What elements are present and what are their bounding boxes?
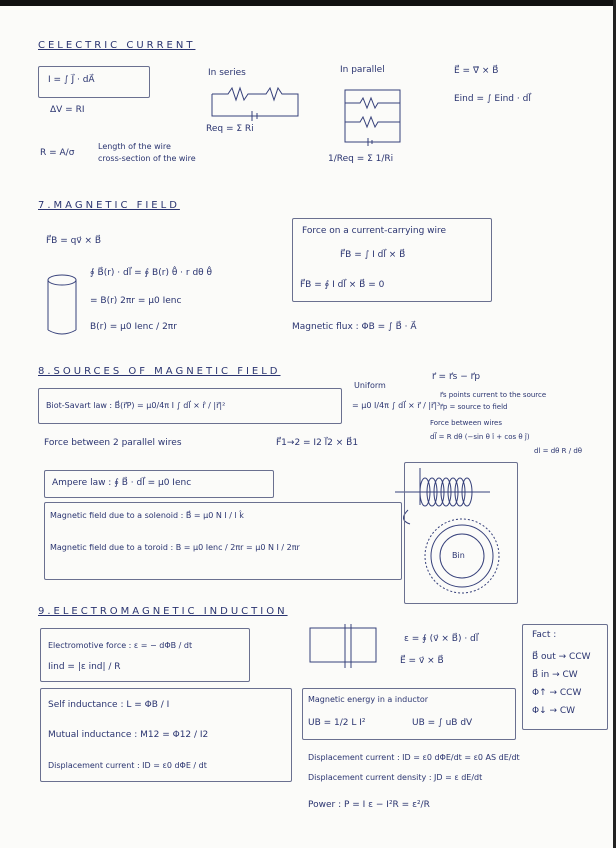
series-eq: Req = Σ Ri: [206, 124, 254, 134]
faraday-eq: Electromotive force : ε = − dΦB / dt: [48, 641, 193, 650]
fact-item: Φ↑ → CCW: [532, 688, 582, 698]
displacement-density-eq: Displacement current density : JD = ε dE/dt: [308, 773, 483, 782]
displacement-current-eq: Displacement current : ID = ε0 dΦE/dt = ε0 AS dE/dt: [308, 753, 520, 762]
e-field-curl-eq: E⃗ = ∇⃗ × B⃗: [454, 66, 499, 76]
heading-sources: 8.SOURCES OF MAGNETIC FIELD: [38, 366, 281, 377]
parallel-label: In parallel: [340, 65, 385, 75]
b-result-eq: B(r) = μ0 Ienc / 2πr: [90, 322, 177, 332]
parallel-eq: 1/Req = Σ 1/Ri: [328, 154, 394, 164]
mutual-inductance-eq: Mutual inductance : M12 = Φ12 / I2: [48, 730, 209, 740]
series-circuit-diagram: [212, 88, 298, 121]
energy-density-eq: UB = ∫ uB dV: [412, 718, 473, 728]
force-wire-eq: F⃗B = ∫ I dl⃗ × B⃗: [340, 250, 406, 260]
solenoid-toroid-figure-box: [404, 462, 518, 604]
parallel-circuit-diagram: [345, 90, 400, 146]
biot-savart-alt-eq: = μ0 I/4π ∫ dl⃗ × r⃗ / |r⃗|³: [352, 401, 441, 410]
resistance-eq: R = A/σ: [40, 148, 75, 158]
uniform-label: Uniform: [354, 381, 386, 390]
induced-current-eq: Iind = |ε ind| / R: [48, 662, 121, 672]
magnetic-flux-eq: Magnetic flux : ΦB = ∫ B⃗ · A⃗: [292, 322, 417, 332]
r-definition: r⃗ = r⃗s − r⃗p: [432, 372, 481, 382]
emf-eq: Eind = ∫ Eind · dl⃗: [454, 94, 531, 104]
r-note-4: dl⃗ = R dθ (−sin θ î + cos θ ĵ): [430, 433, 530, 441]
r-note-5: dl = dθ R / dθ: [534, 447, 583, 455]
fact-item: Φ↓ → CW: [532, 706, 576, 716]
lorentz-force-eq: F⃗B = qv⃗ × B⃗: [46, 236, 102, 246]
power-eq: Power : P = I ε − I²R = ε²/R: [308, 800, 430, 810]
fact-item: B⃗ out → CCW: [532, 652, 591, 662]
displacement-eq: Displacement current : ID = ε0 dΦE / dt: [48, 761, 207, 770]
ohm-law-eq: ΔV = RI: [50, 105, 85, 115]
parallel-force-eq: F⃗1→2 = I2 l⃗2 × B⃗1: [276, 438, 359, 448]
curl-e-eq: E⃗ = v⃗ × B⃗: [400, 656, 444, 666]
cylinder-diagram: [48, 275, 76, 334]
resistance-note-top: Length of the wire: [98, 142, 171, 151]
solenoid-eq: Magnetic field due to a solenoid : B⃗ = μ0 N I / l k̂: [50, 511, 244, 520]
ampere-law-eq: Ampere law : ∮ B⃗ · dl⃗ = μ0 Ienc: [52, 478, 192, 488]
toroid-eq: Magnetic field due to a toroid : B = μ0 Ienc / 2πr = μ0 N I / 2πr: [50, 543, 300, 552]
magnetic-energy-label: Magnetic energy in a inductor: [308, 695, 429, 704]
magnetic-energy-eq: UB = 1/2 L I²: [308, 718, 366, 728]
heading-electric-current: CELECTRIC CURRENT: [38, 40, 196, 51]
heading-magnetic-field: 7.MAGNETIC FIELD: [38, 200, 180, 211]
parallel-force-label: Force between 2 parallel wires: [44, 438, 182, 448]
resistance-note-bottom: cross-section of the wire: [98, 154, 196, 163]
series-label: In series: [208, 68, 246, 78]
coil-bin-label: Bin: [452, 551, 465, 560]
r-note-3: Force between wires: [430, 419, 503, 427]
force-wire-title: Force on a current-carrying wire: [302, 226, 447, 236]
r-note-2: r⃗p = source to field: [440, 403, 508, 411]
r-note-1: r⃗s points current to the source: [440, 391, 547, 399]
fact-item: B⃗ in → CW: [532, 670, 578, 680]
induction-field-diagram: [310, 624, 376, 668]
facts-title: Fact :: [532, 630, 557, 640]
motional-emf-eq: ε = ∮ (v⃗ × B⃗) · dl⃗: [404, 634, 479, 644]
ampere-step-eq: = B(r) 2πr = μ0 Ienc: [90, 296, 182, 306]
force-closed-eq: F⃗B = ∮ I dl⃗ × B⃗ = 0: [300, 280, 385, 290]
biot-savart-eq: Biot-Savart law : B⃗(r⃗P) = μ0/4π I ∫ dl⃗ × r̂ / |r⃗|²: [46, 401, 226, 410]
current-integral-eq: I = ∫ J⃗ · dA⃗: [48, 75, 95, 85]
loop-integral-eq: ∮ B⃗(r) · dl⃗ = ∮ B(r) θ̂ · r dθ θ̂: [90, 268, 213, 278]
heading-induction: 9.ELECTROMAGNETIC INDUCTION: [38, 606, 288, 617]
self-inductance-eq: Self inductance : L = ΦB / I: [48, 700, 170, 710]
faraday-box: [40, 628, 250, 682]
